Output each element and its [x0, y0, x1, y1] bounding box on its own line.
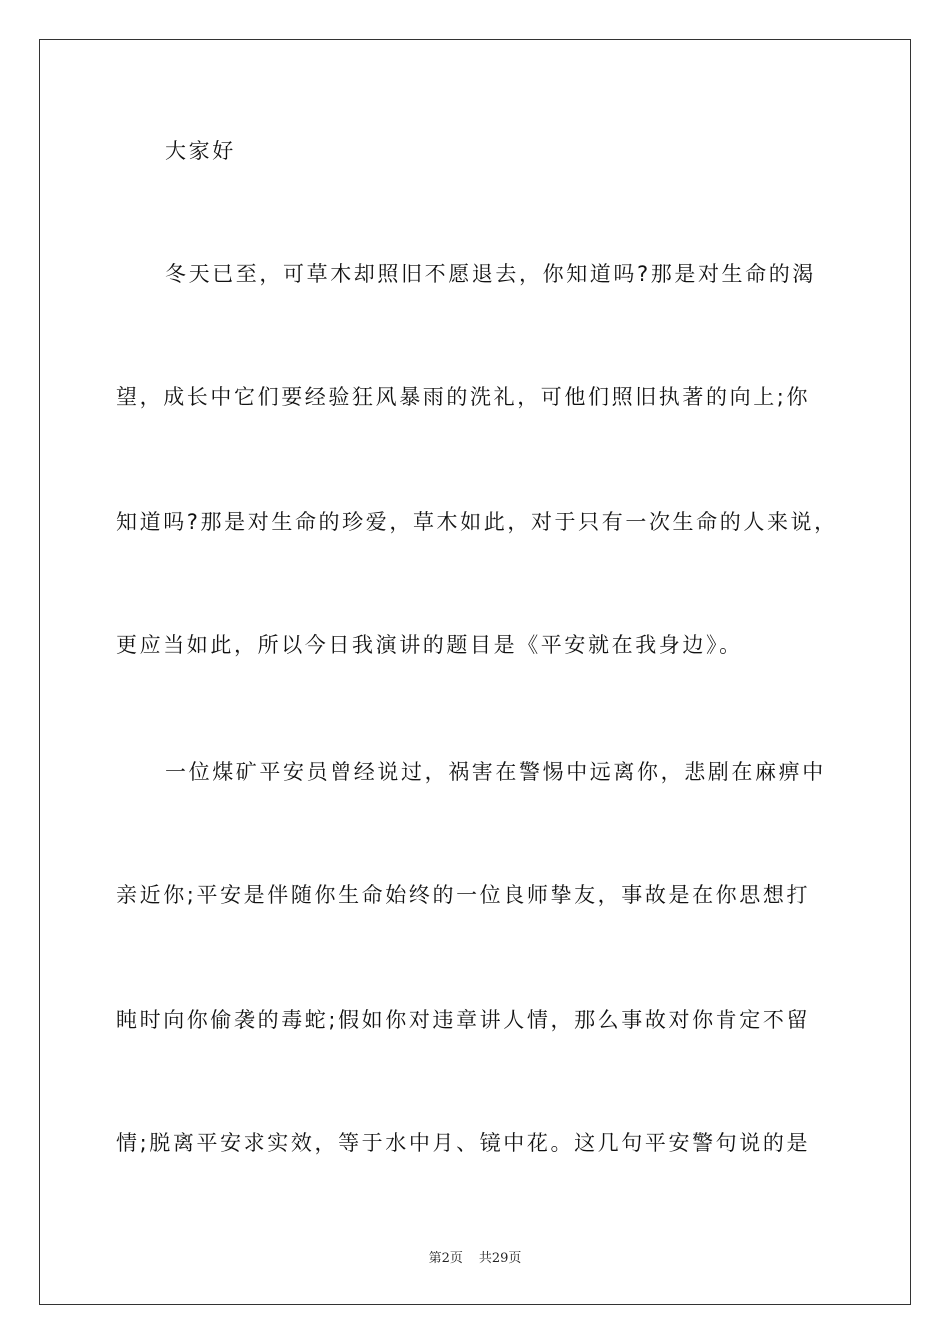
paragraph-line: 亲近你;平安是伴随你生命始终的一位良师挚友，事故是在你思想打 — [116, 883, 811, 907]
page-total: 共29页 — [478, 1251, 522, 1266]
paragraph-line: 知道吗?那是对生命的珍爱，草木如此，对于只有一次生命的人来说， — [116, 510, 838, 534]
paragraph-line: 更应当如此，所以今日我演讲的题目是《平安就在我身边》。 — [116, 633, 743, 657]
paragraph-line: 盹时向你偷袭的毒蛇;假如你对违章讲人情，那么事故对你肯定不留 — [116, 1008, 811, 1032]
greeting-line: 大家好 — [165, 139, 236, 163]
page-border — [39, 39, 911, 1305]
page-number: 第2页 — [428, 1251, 463, 1266]
paragraph-line: 望，成长中它们要经验狂风暴雨的洗礼，可他们照旧执著的向上;你 — [116, 385, 811, 409]
paragraph-line: 情;脱离平安求实效，等于水中月、镜中花。这几句平安警句说的是 — [116, 1131, 811, 1155]
paragraph-line: 冬天已至，可草木却照旧不愿退去，你知道吗?那是对生命的渴 — [165, 262, 816, 286]
page-footer — [0, 1247, 950, 1266]
paragraph-line: 一位煤矿平安员曾经说过，祸害在警惕中远离你，悲剧在麻痹中 — [165, 760, 826, 784]
